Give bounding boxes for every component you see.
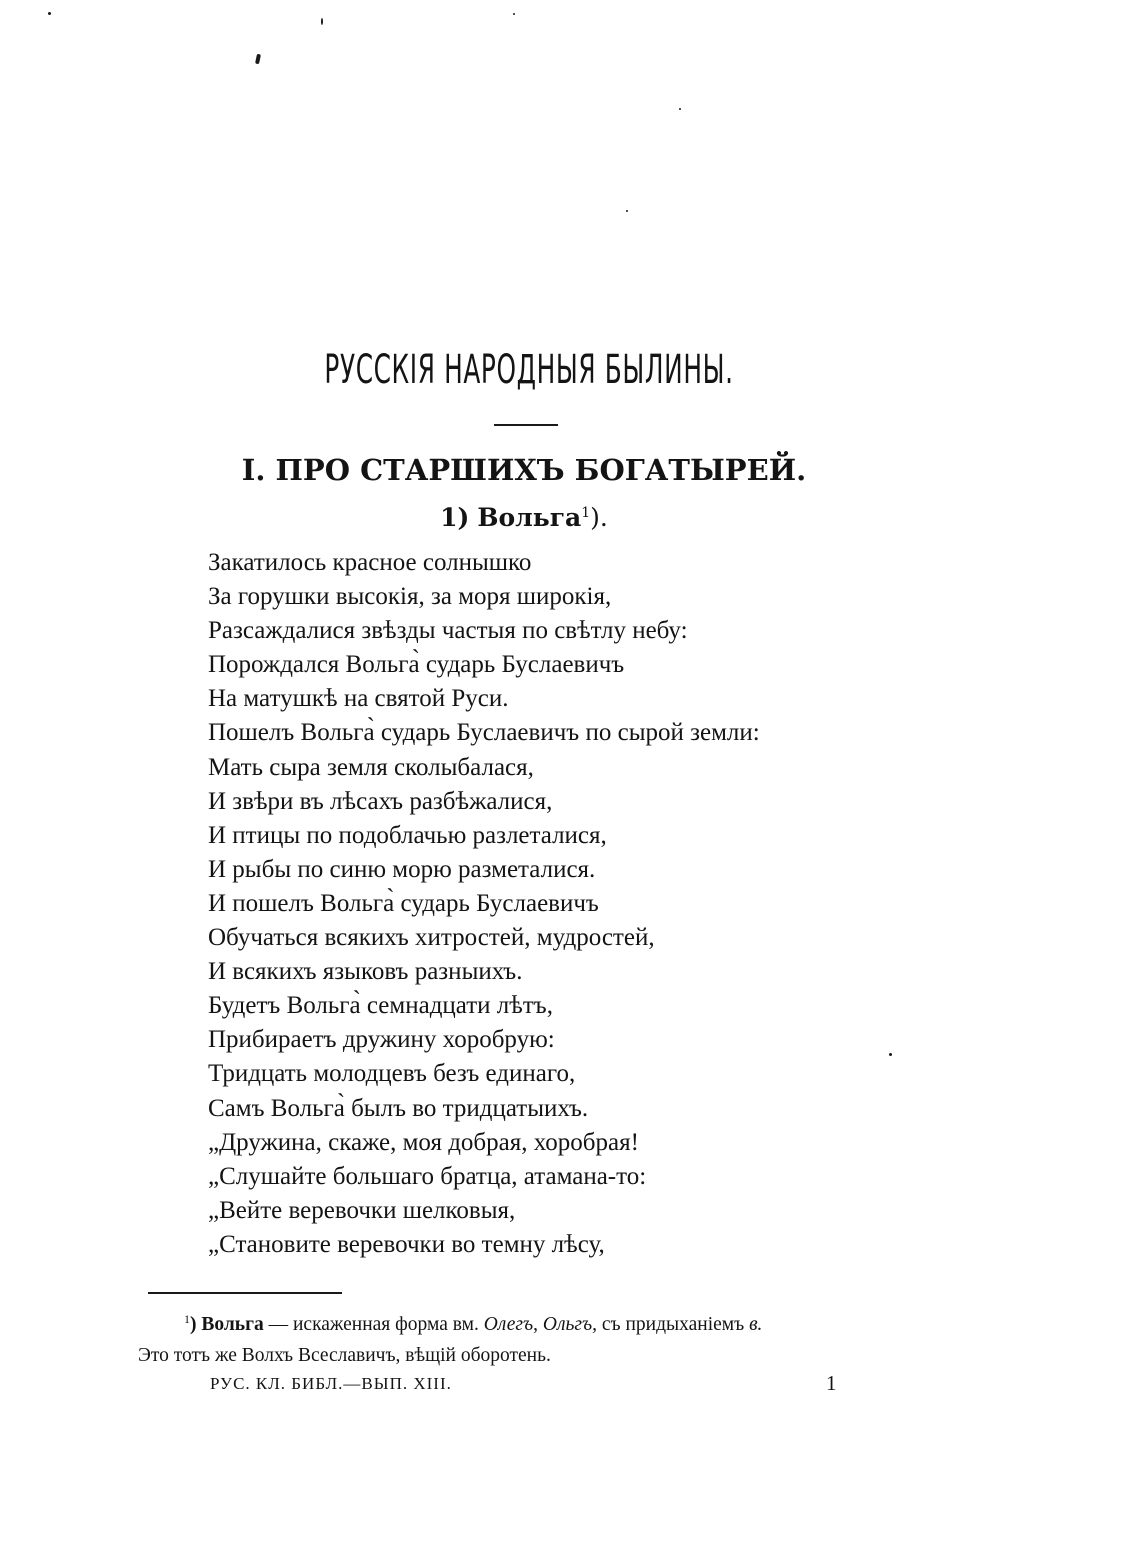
poem-line: Обучаться всякихъ хитростей, мудростей, <box>208 924 655 952</box>
subsection-heading <box>0 497 1048 539</box>
poem-line: Закатилось красное солнышко <box>208 549 532 576</box>
poem-line: И звѣри въ лѣсахъ разбѣжалися, <box>208 787 553 815</box>
poem-line: Разсаждалися звѣзды частыя по свѣтлу небу: <box>208 617 688 645</box>
page-scan-speck <box>626 210 628 212</box>
poem-line: Тридцать молодцевъ безъ единаго, <box>208 1060 576 1088</box>
footnote-text: съ придыханіемъ <box>597 1314 750 1335</box>
footnote-head: ) Вольга <box>190 1314 264 1335</box>
section-heading: I. ПРО СТАРШИХЪ БОГАТЫРЕЙ. <box>241 453 807 487</box>
printer-signature: РУС. КЛ. БИБЛ.—ВЫП. XIII. <box>210 1374 452 1393</box>
subsection-tail: ). <box>590 503 608 532</box>
page-scan-speck <box>321 18 323 25</box>
page-scan-speck <box>255 54 261 65</box>
poem-line: Мать сыра земля сколыбалася, <box>208 753 534 781</box>
footnote-text: , <box>533 1314 543 1335</box>
page-scan-speck <box>889 1053 892 1056</box>
poem-line: „Становите веревочки во темну лѣсу, <box>208 1230 605 1258</box>
footnote-reference-mark: 1 <box>581 505 591 521</box>
page-scan-speck <box>513 13 515 15</box>
footnote-italic: Олегъ <box>483 1314 534 1335</box>
poem-line: И рыбы по синю морю разметалися. <box>208 855 596 883</box>
footnote-text: — искаженная форма вм. <box>263 1314 484 1335</box>
poem-line: „Слушайте большаго братца, атамана-то: <box>208 1162 647 1190</box>
poem-line: На матушкѣ на святой Руси. <box>208 685 509 713</box>
subsection-name: Вольга <box>477 503 582 532</box>
footnote-line <box>138 1309 928 1340</box>
poem-line: И птицы по подоблачью разлеталися, <box>208 821 607 849</box>
poem-line: Будетъ Вольга̀ семнадцати лѣтъ, <box>208 992 553 1020</box>
poem-line: „Дружина, скаже, моя добрая, хоробрая! <box>208 1128 639 1156</box>
page-title: РУССКІЯ НАРОДНЫЯ БЫЛИНЫ. <box>324 347 734 393</box>
poem-text <box>208 546 760 1262</box>
poem-line: Порождался Вольга̀ сударь Буслаевичъ <box>208 651 625 679</box>
footnote <box>138 1309 928 1371</box>
page-scan-speck <box>48 12 51 15</box>
poem-line: За горушки высокія, за моря широкія, <box>208 583 612 611</box>
poem-line: Самъ Вольга̀ былъ во тридцатыихъ. <box>208 1094 589 1122</box>
footnote-line: Это тотъ же Волхъ Всеславичъ, вѣщій оборотень. <box>138 1345 551 1366</box>
footnote-italic: в. <box>749 1314 763 1335</box>
poem-line: „Вейте веревочки шелковыя, <box>208 1196 516 1224</box>
poem-line: Пошелъ Вольга̀ сударь Буслаевичъ по сырой земли: <box>208 719 760 747</box>
poem-line: Прибираетъ дружину хоробрую: <box>208 1026 555 1054</box>
page-number: 1 <box>826 1371 837 1395</box>
poem-line: И всякихъ языковъ разныихъ. <box>208 958 523 986</box>
footnote-mark: 1 <box>184 1312 190 1326</box>
title-rule <box>494 424 558 426</box>
footnote-italic: Ольгъ, <box>542 1314 597 1335</box>
subsection-number: 1) <box>440 503 470 532</box>
poem-line: И пошелъ Вольга̀ сударь Буслаевичъ <box>208 889 599 917</box>
footnote-separator <box>148 1292 342 1294</box>
page-scan-speck <box>679 108 681 110</box>
